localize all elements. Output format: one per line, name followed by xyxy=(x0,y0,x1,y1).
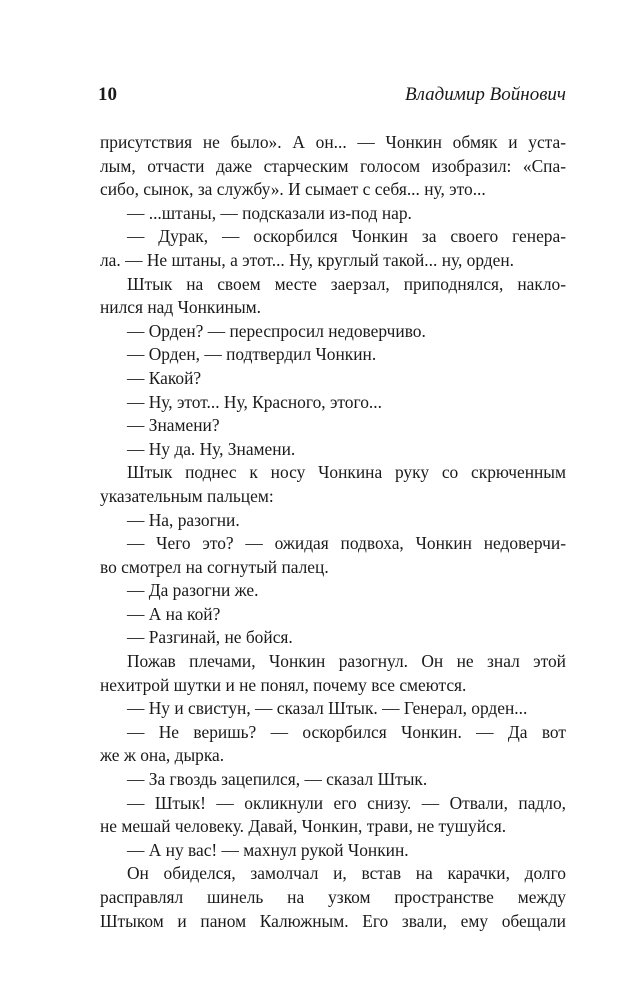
text-line: — Не веришь? — оскорбился Чонкин. — Да вот xyxy=(127,721,566,742)
text-line: — За гвоздь зацепился, — сказал Штык. xyxy=(127,769,428,790)
page-number: 10 xyxy=(98,84,117,105)
text-line: — Да разогни же. xyxy=(127,580,259,601)
text-line: — Ну и свистун, — сказал Штык. — Генерал, орден... xyxy=(127,698,528,719)
text-line: — Ну да. Ну, Знамени. xyxy=(127,438,296,459)
text-line: — Орден? — переспросил недоверчиво. xyxy=(127,320,426,341)
running-title: Владимир Войнович xyxy=(405,84,566,105)
text-line: ла. — Не штаны, а этот... Ну, круглый такой... ну, орден. xyxy=(100,249,515,270)
text-line: — Ну, этот... Ну, Красного, этого... xyxy=(127,391,382,412)
text-line: нился над Чонкиным. xyxy=(100,297,261,318)
page-header xyxy=(98,84,566,114)
text-line: во смотрел на согнутый палец. xyxy=(100,556,329,577)
text-line: — Чего это? — ожидая подвоха, Чонкин недоверчи- xyxy=(127,533,566,554)
text-line: Штыком и паном Калюжным. Его звали, ему обещали xyxy=(100,910,566,931)
text-line: — ...штаны, — подсказали из-под нар. xyxy=(127,202,412,223)
text-line: — Штык! — окликнули его снизу. — Отвали, падло, xyxy=(127,792,566,813)
text-line: — Разгинай, не бойся. xyxy=(127,627,293,648)
text-line: Пожав плечами, Чонкин разогнул. Он не знал этой xyxy=(127,651,566,672)
text-line: — Дурак, — оскорбился Чонкин за своего генера- xyxy=(127,226,566,247)
text-line: — На, разогни. xyxy=(127,509,240,530)
text-line: лым, отчасти даже старческим голосом изобразил: «Спа- xyxy=(100,155,566,176)
text-line: — А на кой? xyxy=(127,603,221,624)
text-line: не мешай человеку. Давай, Чонкин, трави, не тушуйся. xyxy=(100,816,507,837)
text-line: присутствия не было». А он... — Чонкин обмяк и уста- xyxy=(100,132,566,152)
text-line: же ж она, дырка. xyxy=(100,745,225,766)
text-line: Он обиделся, замолчал и, встав на карачки, долго xyxy=(127,863,566,884)
text-line: Штык поднес к носу Чонкина руку со скрюченным xyxy=(127,462,566,483)
text-line: сибо, сынок, за службу». И сымает с себя... ну, это... xyxy=(100,179,486,200)
text-line: — Знамени? xyxy=(127,415,220,436)
text-line: — Орден, — подтвердил Чонкин. xyxy=(127,344,377,365)
text-line: расправлял шинель на узком пространстве между xyxy=(100,887,566,907)
text-line: нехитрой шутки и не понял, почему все смеются. xyxy=(100,674,467,695)
text-line: Штык на своем месте заерзал, приподнялся, накло- xyxy=(127,273,566,294)
text-line: — Какой? xyxy=(127,367,202,388)
text-line: указательным пальцем: xyxy=(100,485,274,506)
body-text xyxy=(100,131,566,933)
text-line: — А ну вас! — махнул рукой Чонкин. xyxy=(127,839,409,860)
